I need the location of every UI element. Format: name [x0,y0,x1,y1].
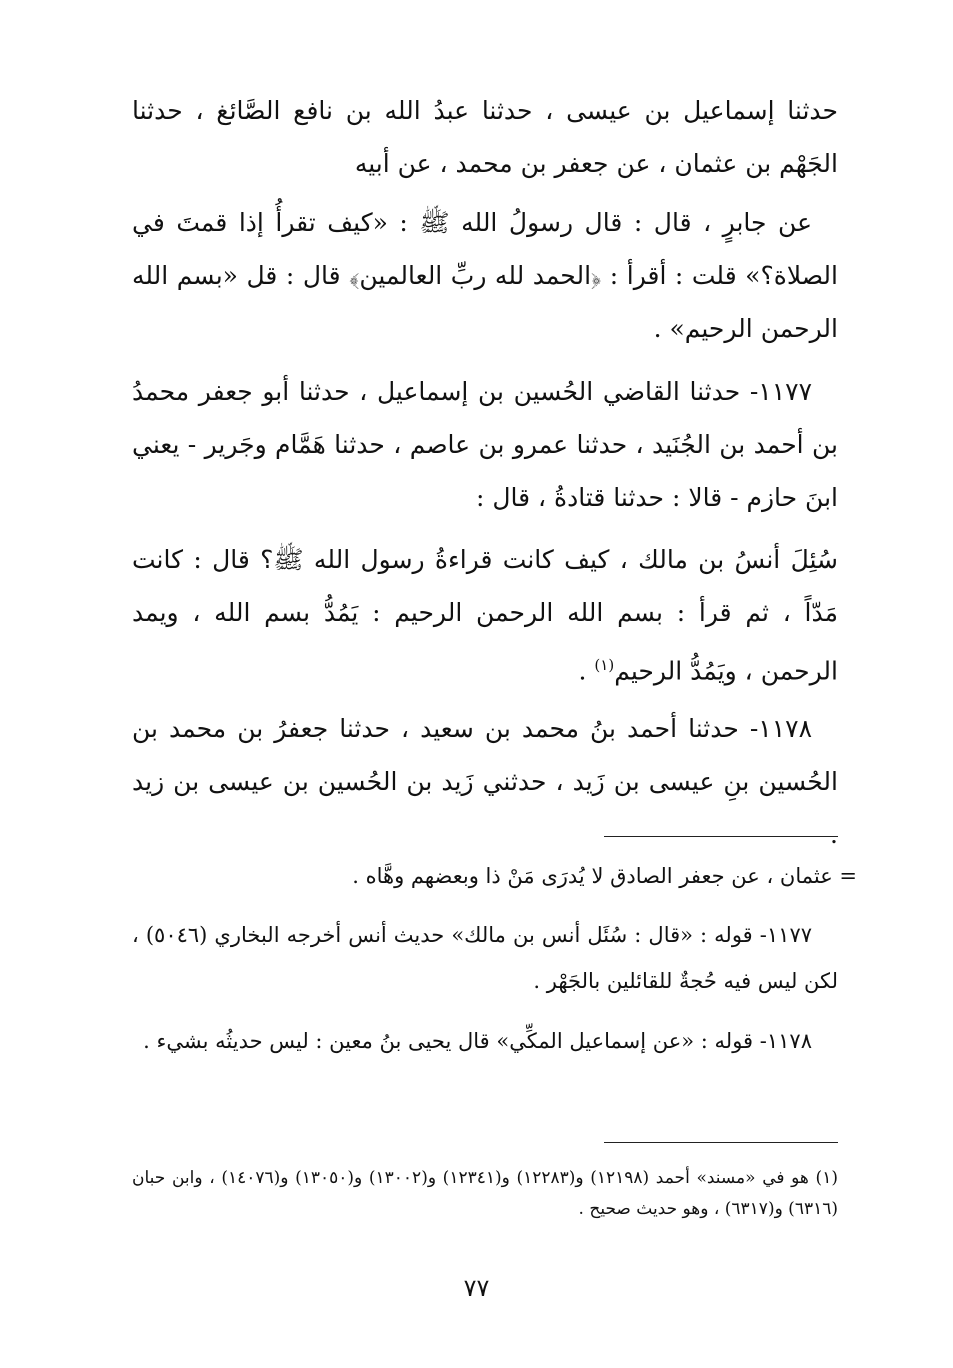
page-number: ٧٧ [463,1274,490,1302]
paragraph-hadith-1 [132,196,838,355]
paragraph-text: حدثنا إسماعيل بن عيسى ، حدثنا عبدُ الله بن نافع الصَّائغ ، حدثنا الجَهْم بن عثمان ، عن جعفر بن محمد ، عن أبيه [132,96,838,178]
note-1177 [132,912,838,1004]
footnote-separator [604,1142,838,1143]
notes-separator [604,836,838,837]
footnote-1 [132,1163,838,1225]
paragraph-isnad-1177 [132,365,838,524]
note-text: ١١٧٨- قوله : «عن إسماعيل المكِّي» قال يحيى بنُ معين : ليس حديثُه بشيء . [143,1029,812,1053]
paragraph-text: ١١٧٨- حدثنا أحمد بنُ محمد بن سعيد ، حدثنا جعفرُ بن محمد بن الحُسين بنِ عيسى بن زَيد ، حدثني زَيد بن الحُسين بن عيسى بن زيد . [132,714,838,849]
paragraph-isnad-1 [132,84,838,190]
note-text: = عثمان ، عن جعفر الصادق لا يُدرَى مَنْ ذا وبعضهم وهَّاه . [352,864,857,888]
note-text: ١١٧٧- قوله : «قال : سُئَل أنس بن مالك» حديث أنس أخرجه البخاري (٥٠٤٦) ، لكن ليس فيه حُجةٌ للقائلين بالجَهْر . [132,923,838,993]
paragraph-text: عن جابرٍ ، قال : قال رسولُ الله ﷺ : «كيف تقرأُ إذا قمتَ في الصلاة؟» قلت : أقرأ : ﴿الحمد لله ربِّ العالمين﴾ قال : قل «بسم الله الرحمن الرحيم» . [132,208,838,343]
footnote-text: (١) هو في «مسند» أحمد (١٢١٩٨) و(١٢٢٨٣) و(١٢٣٤١) و(١٣٠٠٢) و(١٣٠٥٠) و(١٤٠٧٦) ، وابن حبان (٦٣١٦) و(٦٣١٧) ، وهو حديث صحيح . [132,1168,838,1219]
footnote-ref: (١) [594,656,615,674]
paragraph-text: ١١٧٧- حدثنا القاضي الحُسين بن إسماعيل ، حدثنا أبو جعفر محمدُ بن أحمد بن الجُنَيد ، حدثنا عمرو بن عاصم ، حدثنا هَمَّام وجَرير - يعني ابنَ حازم - قالا : حدثنا قتادةُ ، قال : [132,377,838,512]
note-1178 [132,1018,838,1064]
paragraph-isnad-1178 [132,702,838,861]
paragraph-hadith-1177 [132,533,838,697]
paragraph-end: . [578,656,595,686]
note-continued [132,853,857,899]
paragraph-text: سُئِلَ أنسُ بن مالك ، كيف كانت قراءةُ رسول الله ﷺ؟ قال : كانت مَدّاً ، ثم قرأ : بسم الله الرحمن الرحيم : يَمُدُّ بسم الله ، ويمد الرحمن ، ويَمُدُّ الرحيم [132,545,838,686]
